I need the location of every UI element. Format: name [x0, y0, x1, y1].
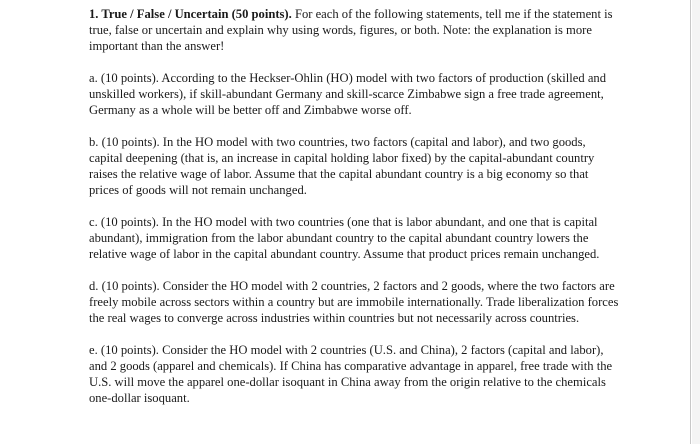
part-d: d. (10 points). Consider the HO model with 2 countries, 2 factors and 2 goods, where the two factors are freely mobile across sectors within a country but are immobile internationally. Trade liberalization forces the real wages to converge across industries within countries but not necessarily across countries. — [89, 279, 619, 325]
document-body — [89, 6, 619, 422]
part-a: a. (10 points). According to the Heckser-Ohlin (HO) model with two factors of production (skilled and unskilled workers), if skill-abundant Germany and skill-scarce Zimbabwe sign a free trade agreement, Germany as a whole will be better off and Zimbabwe worse off. — [89, 71, 607, 117]
part-e: e. (10 points). Consider the HO model with 2 countries (U.S. and China), 2 factors (capital and labor), and 2 goods (apparel and chemicals). If China has comparative advantage in apparel, free trade with the U.S. will move the apparel one-dollar isoquant in China away from the origin relative to the chemicals one-dollar isoquant. — [89, 343, 613, 405]
question-intro — [89, 6, 619, 54]
question-heading: 1. True / False / Uncertain (50 points). — [89, 7, 292, 21]
part-b: b. (10 points). In the HO model with two countries, two factors (capital and labor), and two goods, capital deepening (that is, an increase in capital holding labor fixed) by the capital-abundant country raises the relative wage of labor. Assume that the capital abundant country is a big economy so that prices of goods will not remain unchanged. — [89, 135, 595, 197]
page-edge-shadow — [692, 0, 700, 444]
part-c: c. (10 points). In the HO model with two countries (one that is labor abundant, and one that is capital abundant), immigration from the labor abundant country to the capital abundant country lowers the relative wage of labor in the capital abundant country. Assume that product prices remain unchanged. — [89, 215, 600, 261]
question-instructions: For each of the following statements, tell me if the statement is true, false or uncertain and explain why using words, figures, or both. Note: the explanation is more important than the answer! — [89, 7, 613, 53]
